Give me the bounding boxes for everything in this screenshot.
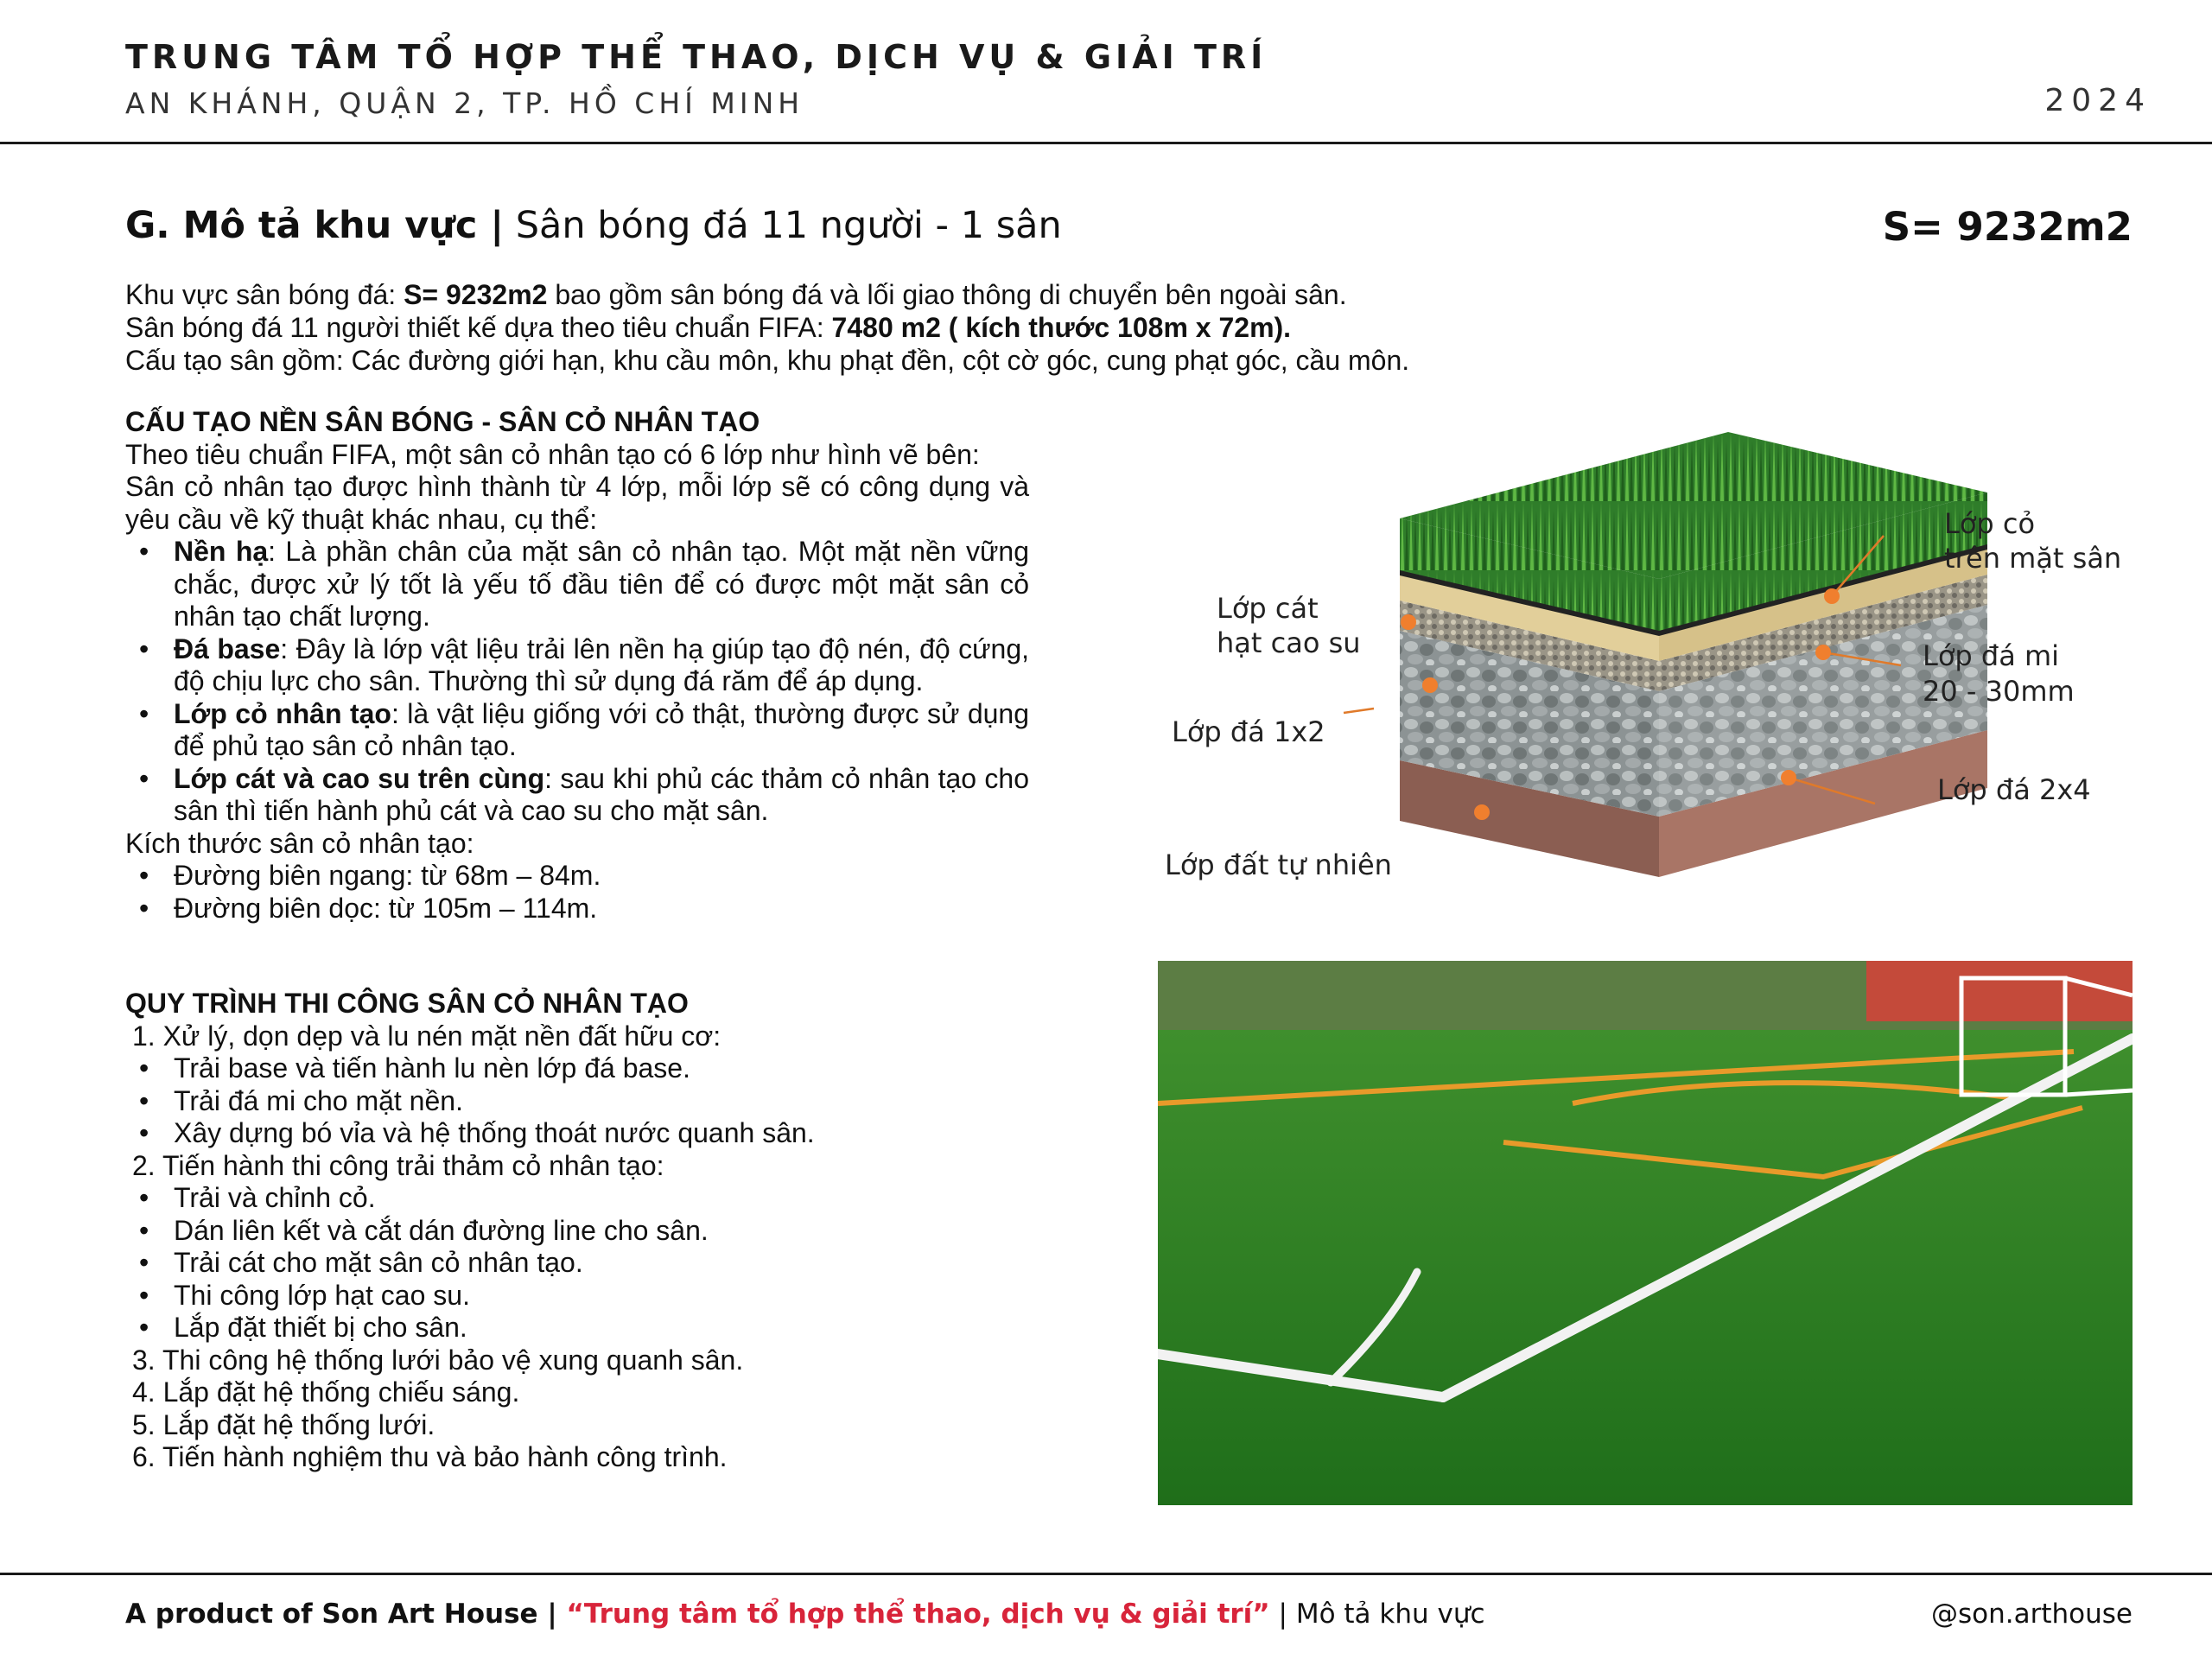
intro-text: Khu vực sân bóng đá: S= 9232m2 bao gồm sân bóng đá và lối giao thông di chuyển bên ngoài sân. Sân bóng đá 11 người thiết kế dựa theo tiêu chuẩn FIFA: 7480 m2 ( kích thước 108m x 72m). Cấu tạo sân gồm: Các đường giới hạn, khu cầu môn, khu phạt đền, cột cờ góc, cung phạt góc, cầu môn.: [125, 279, 1410, 376]
document-year: 2024: [2044, 83, 2152, 118]
gravel-pointer-dot: [1815, 645, 1831, 660]
footer-credit: A product of Son Art House | “Trung tâm tổ hợp thể thao, dịch vụ & giải trí” | Mô tả khu vực: [125, 1599, 1485, 1630]
list-item: • Xây dựng bó vỉa và hệ thống thoát nước quanh sân.: [125, 1117, 1029, 1150]
structure-heading: CẤU TẠO NỀN SÂN BÓNG - SÂN CỎ NHÂN TẠO: [125, 406, 760, 437]
label-grass-1: Lớp cỏ: [1944, 507, 2036, 540]
footer-handle: @son.arthouse: [1931, 1599, 2133, 1630]
footer-divider: [0, 1573, 2212, 1575]
turf-field: [1158, 1030, 2133, 1505]
document-title: TRUNG TÂM TỔ HỢP THỂ THAO, DỊCH VỤ & GIẢI TRÍ: [125, 38, 1268, 76]
stone-1x2-pointer-dot: [1422, 677, 1438, 693]
list-item: • Đường biên dọc: từ 105m – 114m.: [125, 893, 1029, 925]
process-heading: QUY TRÌNH THI CÔNG SÂN CỎ NHÂN TẠO: [125, 988, 689, 1019]
label-gravel-1: Lớp đá mi: [1923, 639, 2060, 672]
list-item: • Đường biên ngang: từ 68m – 84m.: [125, 860, 1029, 893]
size-list: [125, 860, 1029, 925]
turf-layer-diagram: [1123, 432, 2152, 933]
label-sand-1: Lớp cát: [1217, 592, 1319, 625]
soil-pointer-dot: [1474, 804, 1490, 820]
section-area: S= 9232m2: [1882, 204, 2133, 250]
rubber-pointer-dot: [1401, 614, 1416, 630]
list-item: • Dán liên kết và cắt dán đường line cho sân.: [125, 1215, 1029, 1248]
label-stone-2x4: Lớp đá 2x4: [1937, 773, 2091, 806]
label-stone-1x2: Lớp đá 1x2: [1172, 715, 1325, 748]
label-gravel-2: 20 - 30mm: [1923, 675, 2075, 708]
list-item: • Lớp cỏ nhân tạo: là vật liệu giống với cỏ thật, thường được sử dụng để phủ tạo sân cỏ nhân tạo.: [125, 698, 1029, 763]
list-item: • Lắp đặt thiết bị cho sân.: [125, 1312, 1029, 1344]
header-divider: [0, 142, 2212, 144]
red-building: [1866, 961, 2133, 1021]
process-section: QUY TRÌNH THI CÔNG SÂN CỎ NHÂN TẠO 1. Xử lý, dọn dẹp và lu nén mặt nền đất hữu cơ: • Trải base và tiến hành lu nèn lớp đá base. • Trải đá mi cho mặt nền. • Xây dựng bó vỉa và hệ thống thoát nước quanh sân. 2. Tiến hành thi công trải thảm cỏ nhân tạo: • Trải và chỉnh cỏ. • Dán liên kết và cắt dán đường line cho sân. • Trải cát cho mặt sân cỏ nhân tạo. • Thi công lớp hạt cao su. • Lắp đặt thiết bị cho sân. 3. Thi công hệ thống lưới bảo vệ xung quanh sân. 4. Lắp đặt hệ thống chiếu sáng. 5. Lắp đặt hệ thống lưới. 6. Tiến hành nghiệm thu và bảo hành công trình.: [125, 988, 1029, 1474]
section-title: G. Mô tả khu vực | Sân bóng đá 11 người - 1 sân: [125, 204, 1062, 247]
structure-section: CẤU TẠO NỀN SÂN BÓNG - SÂN CỎ NHÂN TẠO Theo tiêu chuẩn FIFA, một sân cỏ nhân tạo có 6 lớp như hình vẽ bên: Sân cỏ nhân tạo được hình thành từ 4 lớp, mỗi lớp sẽ có công dụng và yêu cầu về kỹ thuật khác nhau, cụ thể: • Nền hạ: Là phần chân của mặt sân cỏ nhân tạo. Một mặt nền vững chắc, được xử lý tốt là yếu tố đầu tiên để có được một mặt sân cỏ nhân tạo chất lượng. • Đá base: Đây là lớp vật liệu trải lên nền hạ giúp tạo độ nén, độ cứng, độ chịu lực cho sân. Thường thì sử dụng đá răm để áp dụng. • Lớp cỏ nhân tạo: là vật liệu giống với cỏ thật, thường được sử dụng để phủ tạo sân cỏ nhân tạo. • Lớp cát và cao su trên cùng: sau khi phủ các thảm cỏ nhân tạo cho sân thì tiến hành phủ cát và cao su cho mặt sân. Kích thước sân cỏ nhân tạo: • Đường biên ngang: từ 68m – 84m. • Đường biên dọc: từ 105m – 114m.: [125, 406, 1029, 925]
document-location: AN KHÁNH, QUẬN 2, TP. HỒ CHÍ MINH: [125, 86, 804, 120]
list-item: • Đá base: Đây là lớp vật liệu trải lên nền hạ giúp tạo độ nén, độ cứng, độ chịu lực cho sân. Thường thì sử dụng đá răm để áp dụng.: [125, 633, 1029, 698]
pitch-photo: [1158, 961, 2133, 1505]
label-sand-2: hạt cao su: [1217, 626, 1361, 659]
list-item: • Nền hạ: Là phần chân của mặt sân cỏ nhân tạo. Một mặt nền vững chắc, được xử lý tốt là yếu tố đầu tiên để có được một mặt sân cỏ nhân tạo chất lượng.: [125, 536, 1029, 633]
label-grass-2: trên mặt sân: [1944, 542, 2122, 575]
list-item: • Trải base và tiến hành lu nèn lớp đá base.: [125, 1052, 1029, 1085]
list-item: • Thi công lớp hạt cao su.: [125, 1280, 1029, 1313]
list-item: • Trải cát cho mặt sân cỏ nhân tạo.: [125, 1247, 1029, 1280]
list-item: • Trải và chỉnh cỏ.: [125, 1182, 1029, 1215]
label-soil: Lớp đất tự nhiên: [1165, 849, 1392, 881]
layer-list: [125, 536, 1029, 828]
grass-pointer-dot: [1824, 588, 1840, 604]
list-item: • Lớp cát và cao su trên cùng: sau khi phủ các thảm cỏ nhân tạo cho sân thì tiến hành phủ cát và cao su cho mặt sân.: [125, 763, 1029, 828]
stone-2x4-pointer-dot: [1781, 770, 1796, 785]
list-item: • Trải đá mi cho mặt nền.: [125, 1085, 1029, 1118]
